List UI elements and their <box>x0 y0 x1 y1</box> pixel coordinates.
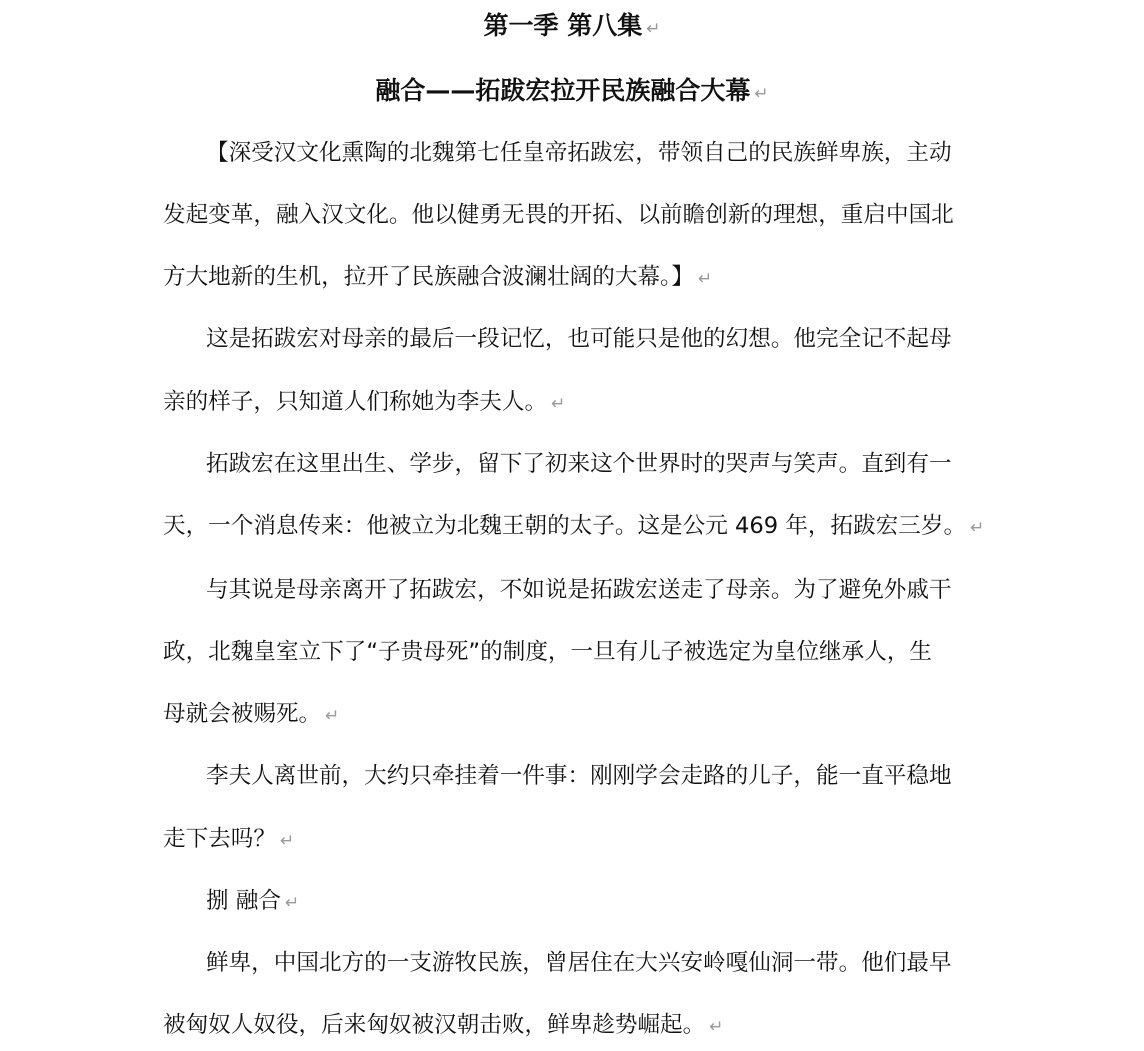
paragraph-line: 与其说是母亲离开了拓跋宏，不如说是拓跋宏送走了母亲。为了避免外戚干 <box>206 577 952 603</box>
paragraph-line: 这是拓跋宏对母亲的最后一段记忆，也可能只是他的幻想。他完全记不起母 <box>206 326 952 352</box>
paragraph-mark-icon: ↵ <box>754 84 769 104</box>
paragraph-line: 鲜卑，中国北方的一支游牧民族，曾居住在大兴安岭嘎仙洞一带。他们最早 <box>206 950 952 976</box>
paragraph-line: 母就会被赐死。 ↵ <box>163 701 340 727</box>
paragraph-line: 走下去吗？ ↵ <box>163 826 295 852</box>
paragraph-line: 被匈奴人奴役，后来匈奴被汉朝击败，鲜卑趁势崛起。 ↵ <box>163 1012 724 1038</box>
paragraph-line: 天，一个消息传来：他被立为北魏王朝的太子。这是公元 469 年，拓跋宏三岁。 ↵ <box>163 513 985 539</box>
paragraph-mark-icon: ↵ <box>970 518 985 538</box>
season-title-text: 第一季 第八集 <box>483 11 643 40</box>
paragraph-line: 发起变革，融入汉文化。他以健勇无畏的开拓、以前瞻创新的理想，重启中国北 <box>163 202 954 228</box>
paragraph-line: 亲的样子，只知道人们称她为李夫人。 ↵ <box>163 389 566 415</box>
paragraph-line: 政，北魏皇室立下了“子贵母死”的制度，一旦有儿子被选定为皇位继承人，生 <box>163 639 933 665</box>
episode-title-heading <box>0 75 1144 110</box>
paragraph-line: 李夫人离世前，大约只牵挂着一件事：刚刚学会走路的儿子，能一直平稳地 <box>206 763 952 789</box>
paragraph-mark-icon: ↵ <box>551 394 566 414</box>
paragraph-mark-icon: ↵ <box>697 269 713 289</box>
paragraph-mark-icon: ↵ <box>646 19 661 39</box>
paragraph-mark-icon: ↵ <box>279 831 295 851</box>
paragraph-line: 【深受汉文化熏陶的北魏第七任皇帝拓跋宏，带领自己的民族鲜卑族，主动 <box>206 140 952 166</box>
paragraph-mark-icon: ↵ <box>325 706 340 726</box>
episode-title-text: 融合——拓跋宏拉开民族融合大幕 <box>375 76 751 105</box>
section-heading: 捌 融合 ↵ <box>206 888 300 914</box>
paragraph-line: 方大地新的生机，拉开了民族融合波澜壮阔的大幕。】 ↵ <box>163 264 713 290</box>
season-episode-heading <box>0 10 1144 45</box>
paragraph-line: 拓跋宏在这里出生、学步，留下了初来这个世界时的哭声与笑声。直到有一 <box>206 451 952 477</box>
paragraph-mark-icon: ↵ <box>709 1017 724 1037</box>
paragraph-mark-icon: ↵ <box>284 893 300 913</box>
